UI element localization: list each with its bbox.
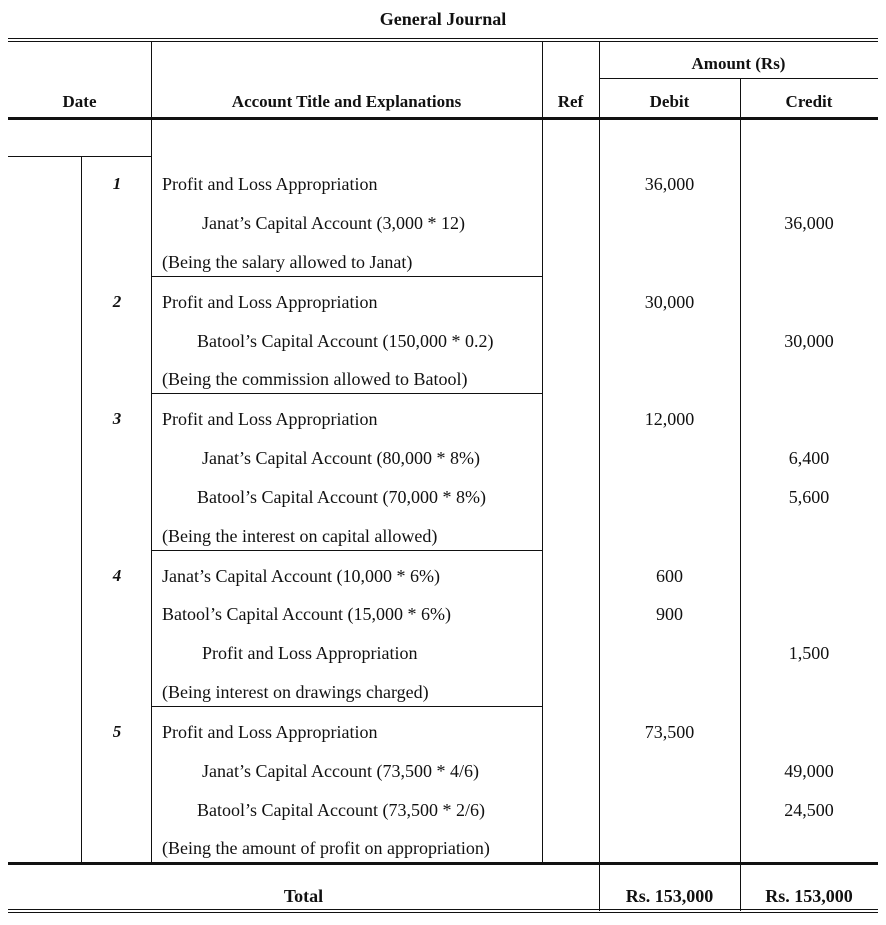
entry-number: 2 (112, 292, 122, 311)
credit-amount: 36,000 (784, 213, 834, 233)
credit-amount: 5,600 (788, 487, 830, 507)
header-credit: Credit (785, 92, 833, 111)
col-rule-ref (542, 41, 543, 862)
journal-line-text: Profit and Loss Appropriation (202, 643, 418, 663)
debit-amount: 36,000 (644, 174, 695, 194)
header-top-rule-2 (8, 41, 878, 42)
col-rule-entry (81, 156, 82, 862)
entry-separator (151, 550, 542, 551)
debit-amount: 73,500 (644, 722, 695, 742)
entry-number: 3 (112, 409, 122, 428)
debit-amount: 600 (656, 566, 683, 586)
header-top-rule (8, 38, 878, 39)
header-bottom-rule (8, 117, 878, 120)
header-debit: Debit (649, 92, 690, 111)
credit-amount: 30,000 (784, 331, 834, 351)
journal-line-text: Batool’s Capital Account (70,000 * 8%) (197, 487, 486, 507)
entry-number: 1 (112, 174, 122, 193)
narration: (Being the commission allowed to Batool) (162, 369, 468, 389)
entry-separator (151, 706, 542, 707)
journal-line-text: Profit and Loss Appropriation (162, 409, 378, 429)
body-top-rule (8, 156, 151, 157)
debit-amount: 30,000 (644, 292, 695, 312)
credit-amount: 49,000 (784, 761, 834, 781)
header-account: Account Title and Explanations (231, 92, 462, 111)
header-amount: Amount (Rs) (691, 54, 786, 73)
narration: (Being the amount of profit on appropriation) (162, 838, 490, 858)
debit-amount: 12,000 (644, 409, 695, 429)
col-rule-debit (599, 41, 600, 911)
journal-line-text: Janat’s Capital Account (3,000 * 12) (202, 213, 465, 233)
journal-line-text: Janat’s Capital Account (73,500 * 4/6) (202, 761, 479, 781)
page-title: General Journal (379, 9, 507, 29)
total-bottom-rule-2 (8, 912, 878, 913)
entry-separator (151, 276, 542, 277)
total-label: Total (283, 886, 324, 906)
narration: (Being interest on drawings charged) (162, 682, 429, 702)
journal-line-text: Profit and Loss Appropriation (162, 722, 378, 742)
entry-separator (151, 393, 542, 394)
narration: (Being the salary allowed to Janat) (162, 252, 413, 272)
total-bottom-rule (8, 909, 878, 910)
journal-line-text: Janat’s Capital Account (10,000 * 6%) (162, 566, 440, 586)
amount-divider (599, 78, 878, 79)
journal-line-text: Batool’s Capital Account (73,500 * 2/6) (197, 800, 485, 820)
journal-line-text: Batool’s Capital Account (150,000 * 0.2) (197, 331, 494, 351)
total-debit: Rs. 153,000 (625, 886, 714, 906)
credit-amount: 1,500 (788, 643, 830, 663)
credit-amount: 24,500 (784, 800, 834, 820)
total-top-rule (8, 862, 878, 865)
entry-number: 4 (112, 566, 122, 585)
journal-line-text: Janat’s Capital Account (80,000 * 8%) (202, 448, 480, 468)
journal-line-text: Batool’s Capital Account (15,000 * 6%) (162, 604, 451, 624)
journal-line-text: Profit and Loss Appropriation (162, 174, 378, 194)
debit-amount: 900 (656, 604, 683, 624)
narration: (Being the interest on capital allowed) (162, 526, 438, 546)
header-ref: Ref (557, 92, 584, 111)
journal-line-text: Profit and Loss Appropriation (162, 292, 378, 312)
header-date: Date (62, 92, 97, 111)
total-credit: Rs. 153,000 (765, 886, 853, 906)
entry-number: 5 (112, 722, 122, 741)
credit-amount: 6,400 (788, 448, 830, 468)
